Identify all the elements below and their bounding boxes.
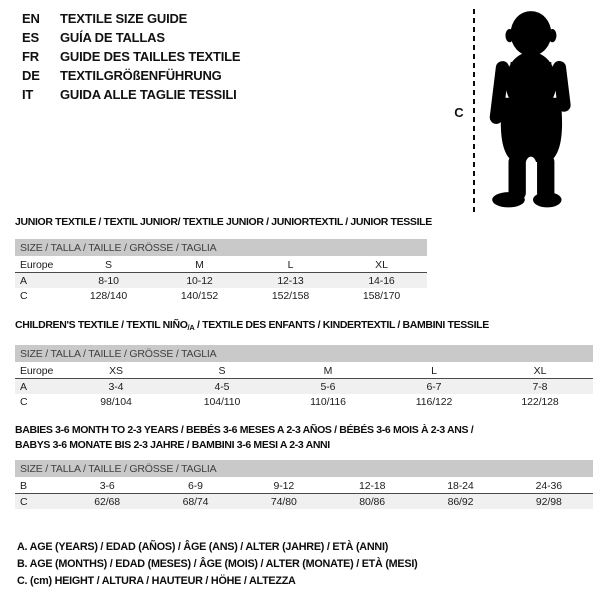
footnotes-block [17, 539, 417, 590]
language-heading-block [22, 9, 240, 104]
row-label: C [20, 395, 28, 408]
size-header-label: SIZE / TALLA / TAILLE / GRÖSSE / TAGLIA [20, 241, 217, 254]
baby-silhouette-icon [483, 6, 585, 212]
footnote-b: B. AGE (MONTHS) / EDAD (MESES) / ÂGE (MOIS) / ALTER (MONATE) / ETÀ (MESI) [17, 558, 418, 570]
table-row-europe [15, 363, 593, 379]
table-row-age-months [15, 478, 593, 494]
height-cell: 104/110 [203, 395, 241, 408]
height-cell: 92/98 [535, 495, 562, 508]
babies-title-line1: BABIES 3-6 MONTH TO 2-3 YEARS / BEBÉS 3-6 MESES A 2-3 AÑOS / BÉBÉS 3-6 MOIS À 2-3 ANS / [15, 424, 474, 436]
age-cell: 3-4 [108, 380, 124, 393]
size-cell: XL [533, 364, 547, 377]
junior-textile-title: JUNIOR TEXTILE / TEXTIL JUNIOR/ TEXTILE JUNIOR / JUNIORTEXTIL / JUNIOR TESSILE [15, 216, 432, 228]
age-cell: 14-16 [368, 274, 395, 287]
age-cell: 10-12 [186, 274, 213, 287]
childrens-textile-title [15, 318, 489, 335]
height-cell: 68/74 [182, 495, 209, 508]
height-cell: 74/80 [270, 495, 297, 508]
size-cell: XL [375, 258, 388, 271]
table-row-age [15, 379, 593, 394]
height-cell: 116/122 [415, 395, 453, 408]
size-header-bar [15, 345, 593, 362]
childrens-title-post: / TEXTILE DES ENFANTS / KINDERTEXTIL / BAMBINI TESSILE [194, 319, 489, 331]
height-cell: 122/128 [521, 395, 559, 408]
row-label: Europe [20, 364, 54, 377]
height-measure-dashed-line [473, 9, 475, 212]
height-cell: 110/116 [310, 395, 346, 408]
height-cell: 86/92 [447, 495, 474, 508]
height-cell: 80/86 [359, 495, 386, 508]
age-cell: 8-10 [98, 274, 119, 287]
childrens-title-pre: CHILDREN'S TEXTILE / TEXTIL NIÑO [15, 319, 188, 331]
footnote-a: A. AGE (YEARS) / EDAD (AÑOS) / ÂGE (ANS) / ALTER (JAHRE) / ETÀ (ANNI) [17, 541, 389, 553]
height-cell: 158/170 [362, 289, 401, 302]
table-row-height [15, 494, 593, 509]
babies-textile-table [15, 460, 593, 509]
language-title: GUÍA DE TALLAS [60, 30, 165, 45]
language-row-it [22, 85, 240, 104]
footnote-c: C. (cm) HEIGHT / ALTURA / HAUTEUR / HÖHE / ALTEZZA [17, 575, 296, 587]
language-code: ES [22, 30, 39, 45]
table-row-height [15, 288, 427, 303]
size-cell: S [218, 364, 226, 377]
language-title: GUIDA ALLE TAGLIE TESSILI [60, 87, 237, 102]
size-cell: M [323, 364, 333, 377]
size-header-label: SIZE / TALLA / TAILLE / GRÖSSE / TAGLIA [20, 347, 217, 360]
language-row-en [22, 9, 240, 28]
language-title: GUIDE DES TAILLES TEXTILE [60, 49, 241, 64]
table-row-height [15, 394, 593, 409]
age-cell: 24-36 [535, 479, 562, 492]
row-label: C [20, 289, 28, 302]
height-cell: 62/68 [94, 495, 121, 508]
language-code: EN [22, 11, 40, 26]
language-row-es [22, 28, 240, 47]
language-row-fr [22, 47, 240, 66]
age-cell: 12-13 [277, 274, 304, 287]
height-measure-label: C [454, 105, 464, 120]
size-header-bar [15, 239, 427, 256]
language-code: FR [22, 49, 39, 64]
age-cell: 6-9 [188, 479, 203, 492]
childrens-title-subscript: /A [187, 323, 195, 332]
size-cell: L [287, 258, 294, 271]
size-cell: XS [109, 364, 123, 377]
age-cell: 18-24 [447, 479, 474, 492]
age-cell: 7-8 [532, 380, 548, 393]
junior-textile-table [15, 239, 427, 303]
age-cell: 5-6 [320, 380, 336, 393]
babies-textile-title [15, 423, 473, 453]
language-row-de [22, 66, 240, 85]
babies-title-line2: BABYS 3-6 MONATE BIS 2-3 JAHRE / BAMBINI 3-6 MESI A 2-3 ANNI [15, 439, 330, 451]
language-code: DE [22, 68, 40, 83]
age-cell: 6-7 [426, 380, 442, 393]
row-label: C [20, 495, 28, 508]
height-cell: 128/140 [89, 289, 128, 302]
age-cell: 12-18 [358, 479, 386, 492]
row-label: A [20, 274, 27, 287]
height-cell: 140/152 [180, 289, 219, 302]
size-header-bar [15, 460, 593, 477]
row-label: Europe [20, 258, 54, 271]
age-cell: 3-6 [99, 479, 115, 492]
row-label: A [20, 380, 27, 393]
size-header-label: SIZE / TALLA / TAILLE / GRÖSSE / TAGLIA [20, 462, 217, 475]
childrens-textile-table [15, 345, 593, 409]
table-row-age [15, 273, 427, 288]
table-row-europe [15, 257, 427, 273]
language-title: TEXTILGRÖßENFÜHRUNG [60, 68, 222, 83]
size-cell: L [431, 364, 437, 377]
size-cell: M [195, 258, 204, 271]
height-cell: 152/158 [271, 289, 310, 302]
row-label: B [20, 479, 27, 492]
size-cell: S [105, 258, 112, 271]
language-code: IT [22, 87, 34, 102]
age-cell: 9-12 [273, 479, 295, 492]
height-cell: 98/104 [100, 395, 132, 408]
age-cell: 4-5 [214, 380, 230, 393]
language-title: TEXTILE SIZE GUIDE [60, 11, 188, 26]
